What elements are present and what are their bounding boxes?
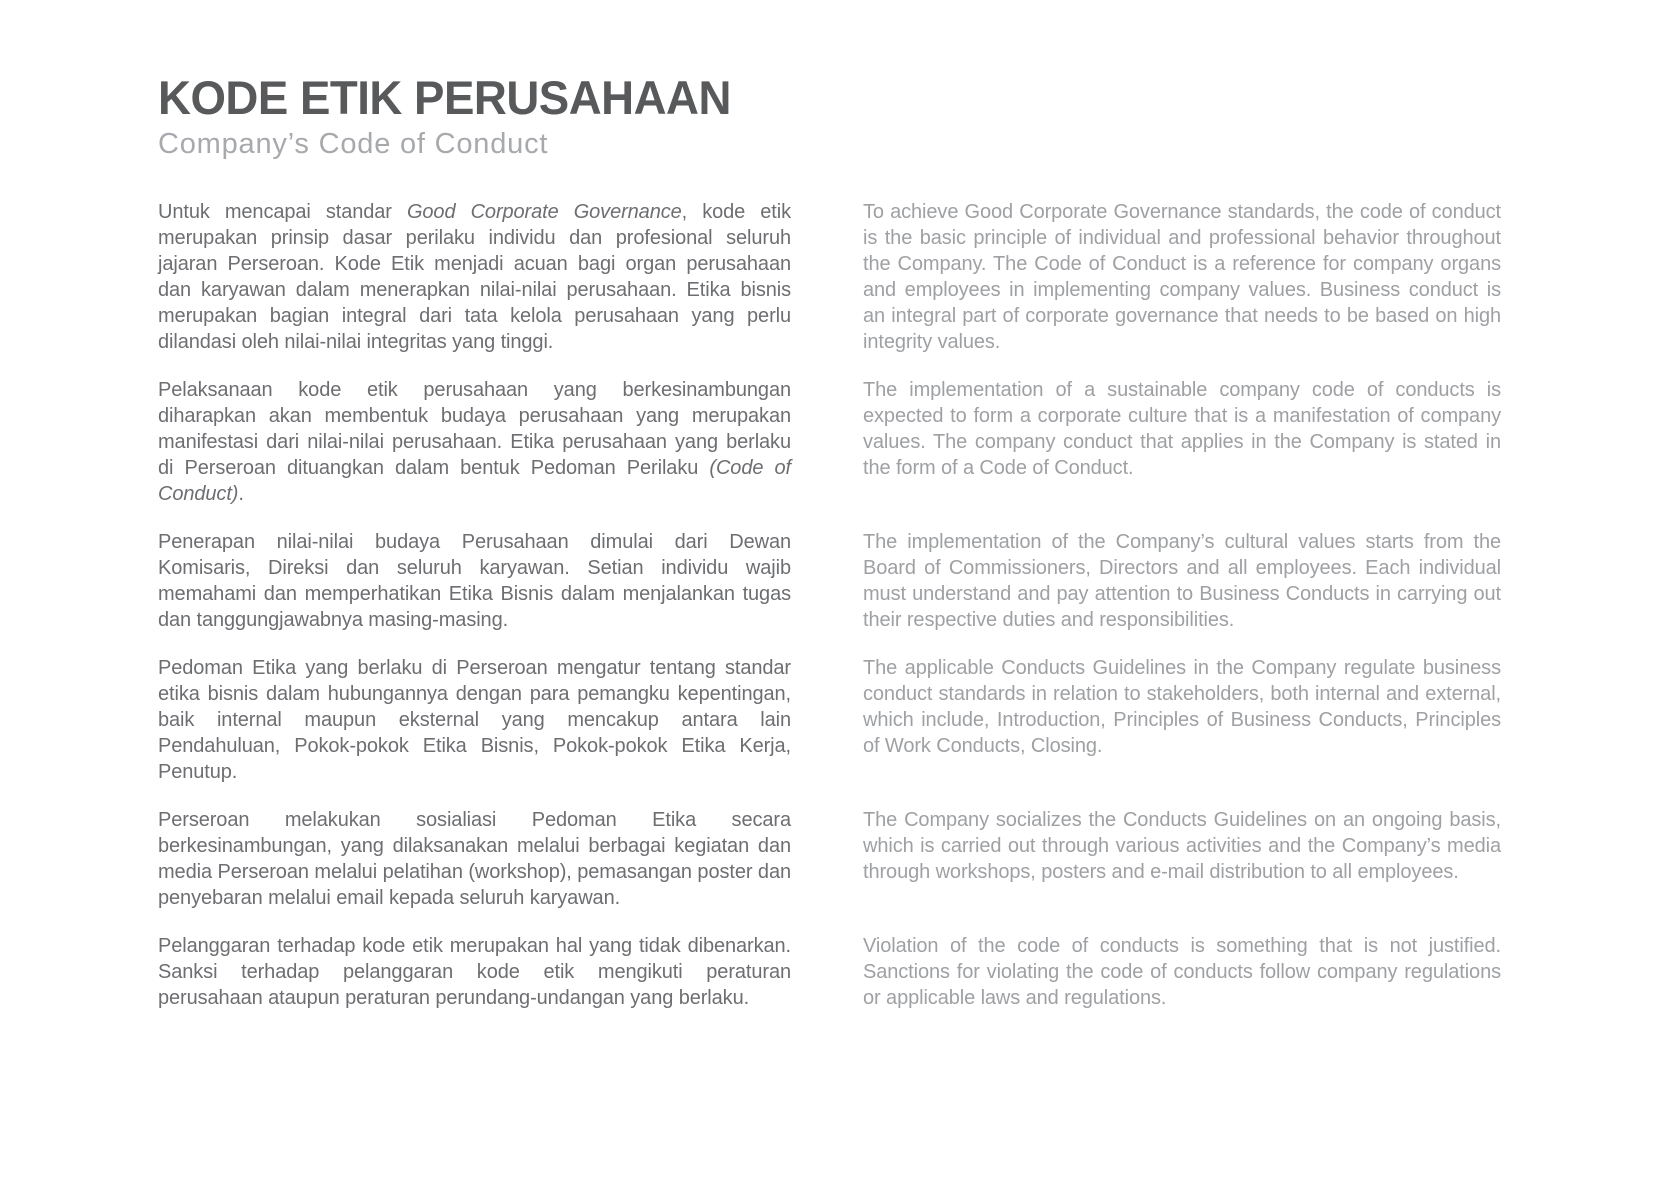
text-segment: Pedoman Etika yang berlaku di Perseroan mengatur tentang standar etika bisnis dalam hubungannya dengan para pemangku kepentingan, baik internal maupun eksternal yang mencakup antara lain Pendahuluan, Pokok-pokok Etika Bisnis, Pokok-pokok Etika Kerja, Penutup.	[158, 657, 791, 784]
italic-text-segment: (Code of Conduct)	[158, 457, 792, 506]
text-segment: , kode etik merupakan prinsip dasar perilaku individu dan profesional seluruh jajaran Perseroan. Kode Etik menjadi acuan bagi organ perusahaan dan karyawan dalam menerapkan nilai-nilai perusahaan. Etika bisnis merupakan bagian integral dari tata kelola perusahaan yang perlu dilandasi oleh nilai-nilai integritas yang tinggi.	[158, 201, 791, 354]
page-header	[158, 0, 1654, 161]
text-segment: Pelanggaran terhadap kode etik merupakan hal yang tidak dibenarkan. Sanksi terhadap pelanggaran kode etik mengikuti peraturan perusahaan ataupun peraturan perundang-undangan yang berlaku.	[158, 935, 791, 1010]
text-segment: Pelaksanaan kode etik perusahaan yang berkesinambungan diharapkan akan membentuk budaya perusahaan yang merupakan manifestasi dari nilai-nilai perusahaan. Etika perusahaan yang berlaku di Perseroan dituangkan dalam bentuk Pedoman Perilaku	[158, 379, 791, 480]
text-segment: The implementation of the Company’s cultural values starts from the Board of Commissioners, Directors and all employees. Each individual must understand and pay attention to Business Conducts in carrying out their respective duties and responsibilities.	[863, 531, 1501, 632]
page-title: KODE ETIK PERUSAHAAN	[158, 71, 731, 124]
text-segment: Penerapan nilai-nilai budaya Perusahaan dimulai dari Dewan Komisaris, Direksi dan seluruh karyawan. Setian individu wajib memahami dan memperhatikan Etika Bisnis dalam menjalankan tugas dan tanggungjawabnya masing-masing.	[158, 531, 791, 632]
paragraph-en-3	[863, 529, 1501, 633]
text-segment: Violation of the code of conducts is something that is not justified. Sanctions for violating the code of conducts follow company regulations or applicable laws and regulations.	[863, 935, 1501, 1010]
paragraph-en-1	[863, 199, 1501, 355]
paragraph-en-5	[863, 807, 1501, 911]
paragraph-id-3	[158, 529, 791, 633]
paragraph-en-4	[863, 655, 1501, 785]
text-segment: Perseroan melakukan sosialiasi Pedoman Etika secara berkesinambungan, yang dilaksanakan melalui berbagai kegiatan dan media Perseroan melalui pelatihan (workshop), pemasangan poster dan penyebaran melalui email kepada seluruh karyawan.	[158, 809, 791, 910]
paragraph-id-5	[158, 807, 791, 911]
text-segment: Untuk mencapai standar	[158, 201, 407, 224]
paragraph-en-6	[863, 933, 1501, 1011]
paragraph-id-2	[158, 377, 791, 507]
page-subtitle: Company’s Code of Conduct	[158, 127, 549, 160]
paragraph-en-2	[863, 377, 1501, 507]
text-segment: .	[238, 483, 244, 506]
text-segment: The applicable Conducts Guidelines in the Company regulate business conduct standards in relation to stakeholders, both internal and external, which include, Introduction, Principles of Business Conducts, Principles of Work Conducts, Closing.	[863, 657, 1501, 758]
text-segment: The Company socializes the Conducts Guidelines on an ongoing basis, which is carried out through various activities and the Company’s media through workshops, posters and e-mail distribution to all employees.	[863, 809, 1501, 884]
content-columns	[158, 199, 1654, 1011]
text-segment: To achieve Good Corporate Governance standards, the code of conduct is the basic principle of individual and professional behavior throughout the Company. The Code of Conduct is a reference for company organs and employees in implementing company values. Business conduct is an integral part of corporate governance that needs to be based on high integrity values.	[863, 201, 1501, 354]
paragraph-id-1	[158, 199, 791, 355]
italic-text-segment: Good Corporate Governance	[406, 201, 682, 224]
text-segment: The implementation of a sustainable company code of conducts is expected to form a corporate culture that is a manifestation of company values. The company conduct that applies in the Company is stated in the form of a Code of Conduct.	[863, 379, 1501, 480]
paragraph-id-4	[158, 655, 791, 785]
paragraph-id-6	[158, 933, 791, 1011]
